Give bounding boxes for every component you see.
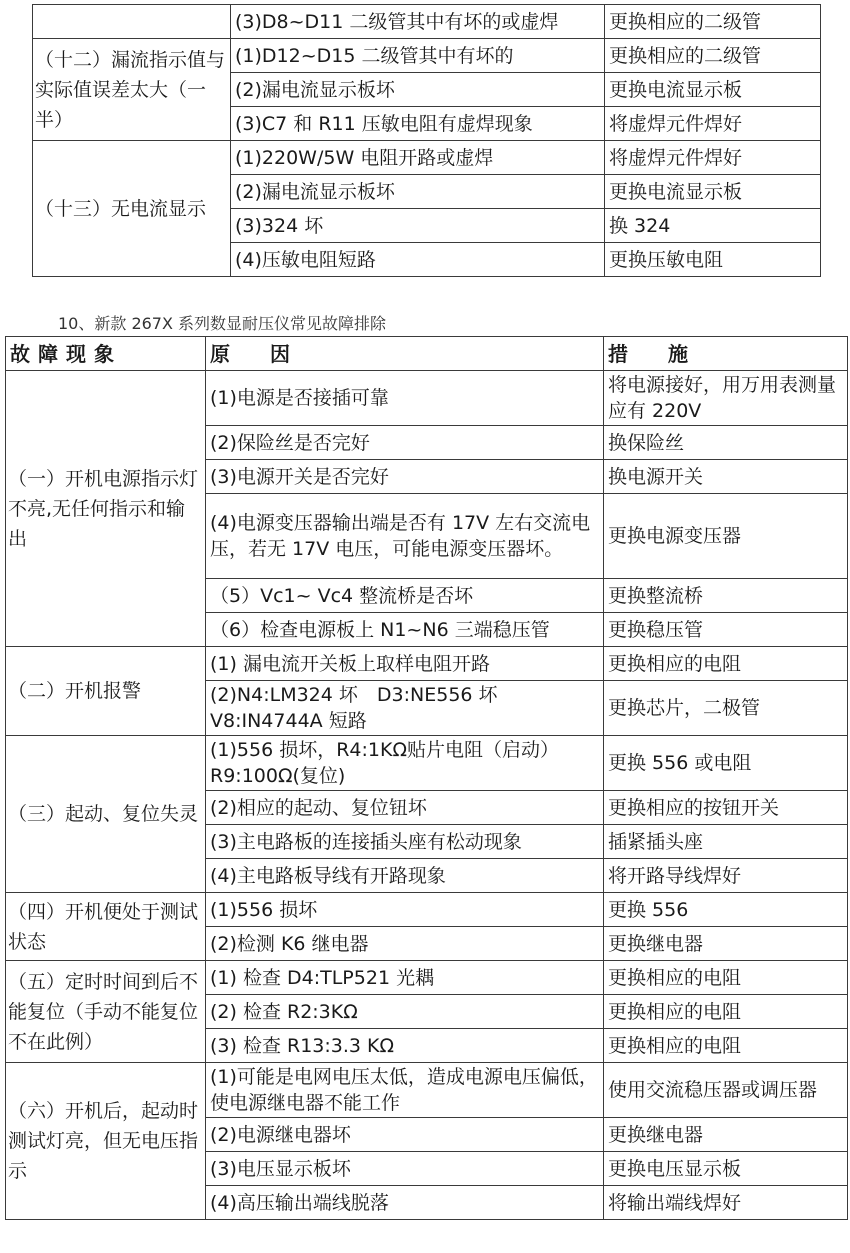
table-row <box>33 5 821 39</box>
measure-cell: 更换压敏电阻 <box>605 243 821 277</box>
fault-table <box>5 336 848 1220</box>
category-cell: （二）开机报警 <box>6 647 206 736</box>
measure-cell: 更换相应的电阻 <box>604 961 848 995</box>
measure-cell: 更换电源变压器 <box>604 494 848 579</box>
measure-cell: 换电源开关 <box>604 460 848 494</box>
cause-cell: (1)220W/5W 电阻开路或虚焊 <box>231 141 605 175</box>
cause-cell: (2)检测 K6 继电器 <box>206 927 604 961</box>
measure-cell: 更换相应的电阻 <box>604 647 848 681</box>
measure-cell: 使用交流稳压器或调压器 <box>604 1063 848 1118</box>
category-cell: （六）开机后，起动时测试灯亮，但无电压指示 <box>6 1063 206 1220</box>
category-cell: （十二）漏流指示值与实际值误差太大（一半） <box>33 39 231 141</box>
measure-cell: 更换电流显示板 <box>605 73 821 107</box>
measure-cell: 更换相应的按钮开关 <box>604 791 848 825</box>
table-row <box>6 736 848 791</box>
measure-cell: 将输出端线焊好 <box>604 1186 848 1220</box>
cause-cell: （6）检查电源板上 N1~N6 三端稳压管 <box>206 613 604 647</box>
cause-cell: (1) 检查 D4:TLP521 光耦 <box>206 961 604 995</box>
measure-cell: 更换电流显示板 <box>605 175 821 209</box>
cause-cell: (4)电源变压器输出端是否有 17V 左右交流电压，若无 17V 电压，可能电源变压器坏。 <box>206 494 604 579</box>
measure-cell: 更换继电器 <box>604 927 848 961</box>
table-row <box>6 893 848 927</box>
table-header-row <box>6 337 848 371</box>
table-row <box>6 961 848 995</box>
measure-cell: 更换稳压管 <box>604 613 848 647</box>
category-cell: （十三）无电流显示 <box>33 141 231 277</box>
measure-cell: 更换电压显示板 <box>604 1152 848 1186</box>
cause-cell: (1) 漏电流开关板上取样电阻开路 <box>206 647 604 681</box>
table-row <box>6 371 848 426</box>
measure-cell: 换 324 <box>605 209 821 243</box>
measure-cell: 更换相应的二级管 <box>605 39 821 73</box>
cause-cell: (1)可能是电网电压太低，造成电源电压偏低，使电源继电器不能工作 <box>206 1063 604 1118</box>
cause-cell: (3) 检查 R13:3.3 KΩ <box>206 1029 604 1063</box>
header-measure: 措 施 <box>604 337 848 371</box>
measure-cell: 更换整流桥 <box>604 579 848 613</box>
table-row <box>33 141 821 175</box>
cause-cell: (4)主电路板导线有开路现象 <box>206 859 604 893</box>
cause-cell: (2)漏电流显示板坏 <box>231 175 605 209</box>
table-row <box>6 647 848 681</box>
cause-cell: (2)漏电流显示板坏 <box>231 73 605 107</box>
cause-cell: (3)电压显示板坏 <box>206 1152 604 1186</box>
measure-cell: 更换 556 或电阻 <box>604 736 848 791</box>
measure-cell: 换保险丝 <box>604 426 848 460</box>
cause-cell: (2) 检查 R2:3KΩ <box>206 995 604 1029</box>
measure-cell: 插紧插头座 <box>604 825 848 859</box>
table-row <box>6 1063 848 1118</box>
fault-table-continued <box>32 4 821 277</box>
cause-cell: (2)电源继电器坏 <box>206 1118 604 1152</box>
cause-cell: (2)相应的起动、复位钮坏 <box>206 791 604 825</box>
measure-cell: 将虚焊元件焊好 <box>605 141 821 175</box>
measure-cell: 更换相应的电阻 <box>604 1029 848 1063</box>
measure-cell: 将开路导线焊好 <box>604 859 848 893</box>
header-cause: 原 因 <box>206 337 604 371</box>
category-cell <box>33 5 231 39</box>
category-cell: （一）开机电源指示灯不亮,无任何指示和输出 <box>6 371 206 647</box>
header-phenomenon: 故障现象 <box>6 337 206 371</box>
cause-cell: （5）Vc1~ Vc4 整流桥是否坏 <box>206 579 604 613</box>
cause-cell: (1)556 损坏，R4:1KΩ贴片电阻（启动）R9:100Ω(复位) <box>206 736 604 791</box>
measure-cell: 更换相应的电阻 <box>604 995 848 1029</box>
cause-cell: (4)高压输出端线脱落 <box>206 1186 604 1220</box>
cause-cell: (1)556 损坏 <box>206 893 604 927</box>
measure-cell: 更换相应的二级管 <box>605 5 821 39</box>
table-row <box>33 39 821 73</box>
measure-cell: 更换芯片，二极管 <box>604 681 848 736</box>
cause-cell: (2)保险丝是否完好 <box>206 426 604 460</box>
cause-cell: (3)D8~D11 二级管其中有坏的或虚焊 <box>231 5 605 39</box>
measure-cell: 将电源接好，用万用表测量应有 220V <box>604 371 848 426</box>
category-cell: （四）开机便处于测试状态 <box>6 893 206 961</box>
cause-cell: (2)N4:LM324 坏 D3:NE556 坏 V8:IN4744A 短路 <box>206 681 604 736</box>
measure-cell: 将虚焊元件焊好 <box>605 107 821 141</box>
cause-cell: (1)D12~D15 二级管其中有坏的 <box>231 39 605 73</box>
cause-cell: (3)C7 和 R11 压敏电阻有虚焊现象 <box>231 107 605 141</box>
section-title: 10、新款 267X 系列数显耐压仪常见故障排除 <box>58 314 387 333</box>
cause-cell: (1)电源是否接插可靠 <box>206 371 604 426</box>
cause-cell: (3)主电路板的连接插头座有松动现象 <box>206 825 604 859</box>
measure-cell: 更换 556 <box>604 893 848 927</box>
category-cell: （三）起动、复位失灵 <box>6 736 206 893</box>
cause-cell: (3)电源开关是否完好 <box>206 460 604 494</box>
cause-cell: (4)压敏电阻短路 <box>231 243 605 277</box>
measure-cell: 更换继电器 <box>604 1118 848 1152</box>
category-cell: （五）定时时间到后不能复位（手动不能复位不在此例） <box>6 961 206 1063</box>
cause-cell: (3)324 坏 <box>231 209 605 243</box>
